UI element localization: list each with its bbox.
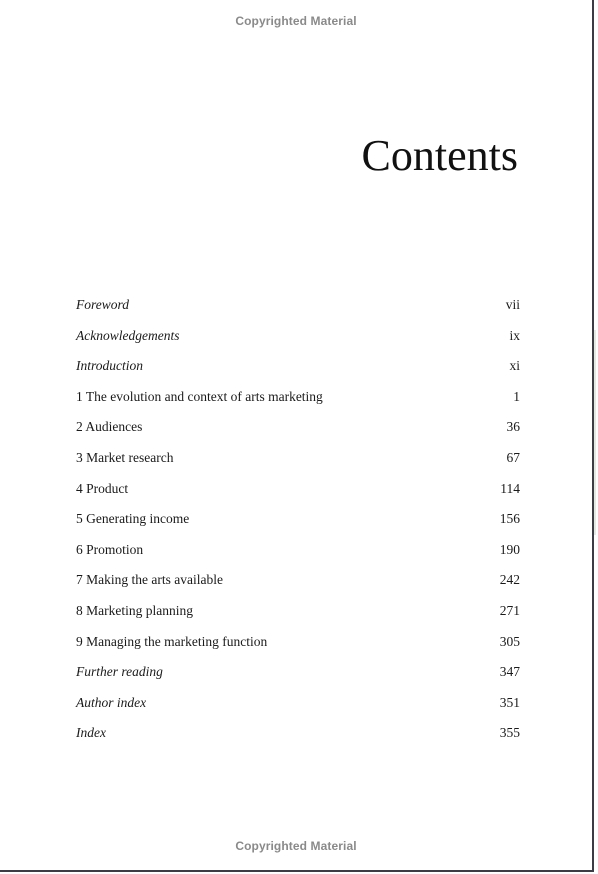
toc-entry-page: 351	[499, 694, 520, 710]
page-title: Contents	[361, 131, 518, 180]
toc-entry[interactable]	[76, 417, 520, 448]
toc-entry-title: 1 The evolution and context of arts marketing	[76, 388, 323, 404]
toc-entry[interactable]	[76, 570, 520, 601]
toc-entry-title: Index	[76, 725, 106, 741]
toc-entry[interactable]	[76, 509, 520, 540]
copyright-header: Copyrighted Material	[235, 14, 357, 28]
toc-entry-page: ix	[509, 327, 520, 343]
toc-entry-title: 2 Audiences	[76, 419, 143, 435]
toc-entry-title: 7 Making the arts available	[76, 572, 223, 588]
toc-entry-page: 305	[499, 633, 520, 649]
toc-entry-page: 347	[499, 664, 520, 680]
toc-entry-title: 5 Generating income	[76, 511, 190, 527]
toc-entry-page: 355	[499, 725, 520, 741]
toc-entry[interactable]	[76, 540, 520, 571]
toc-entry[interactable]	[76, 326, 520, 357]
toc-entry[interactable]	[76, 632, 520, 663]
toc-entry-page: xi	[509, 358, 520, 374]
toc-entry-title: Introduction	[76, 358, 143, 374]
toc-entry-title: 9 Managing the marketing function	[76, 633, 268, 649]
toc-entry-title: 6 Promotion	[76, 541, 144, 557]
toc-entry[interactable]	[76, 479, 520, 510]
toc-entry-page: 67	[506, 449, 520, 465]
toc-entry[interactable]	[76, 295, 520, 326]
toc-entry[interactable]	[76, 448, 520, 479]
toc-entry[interactable]	[76, 693, 520, 724]
toc-entry-title: Author index	[76, 694, 147, 710]
copyright-footer: Copyrighted Material	[235, 839, 357, 853]
toc-entry-page: vii	[505, 297, 520, 312]
toc-entry-title: 8 Marketing planning	[76, 602, 193, 618]
toc-entry-page: 1	[513, 388, 520, 404]
toc-entry-page: 190	[499, 541, 520, 557]
toc-entry-page: 36	[506, 419, 520, 435]
toc-entry[interactable]	[76, 662, 520, 693]
toc-entry-page: 114	[500, 480, 520, 496]
table-of-contents	[76, 295, 520, 754]
toc-entry-title: Acknowledgements	[76, 327, 180, 343]
toc-entry-page: 242	[499, 572, 520, 588]
toc-entry-title: 3 Market research	[76, 449, 174, 465]
toc-entry[interactable]	[76, 601, 520, 632]
toc-entry-page: 156	[499, 511, 520, 527]
toc-entry-title: 4 Product	[76, 480, 129, 496]
toc-entry[interactable]	[76, 723, 520, 754]
toc-entry[interactable]	[76, 356, 520, 387]
toc-entry-title: Foreword	[76, 297, 129, 312]
toc-entry[interactable]	[76, 387, 520, 418]
page-edge-mark	[594, 330, 596, 535]
toc-entry-page: 271	[499, 602, 520, 618]
toc-entry-title: Further reading	[76, 664, 163, 680]
